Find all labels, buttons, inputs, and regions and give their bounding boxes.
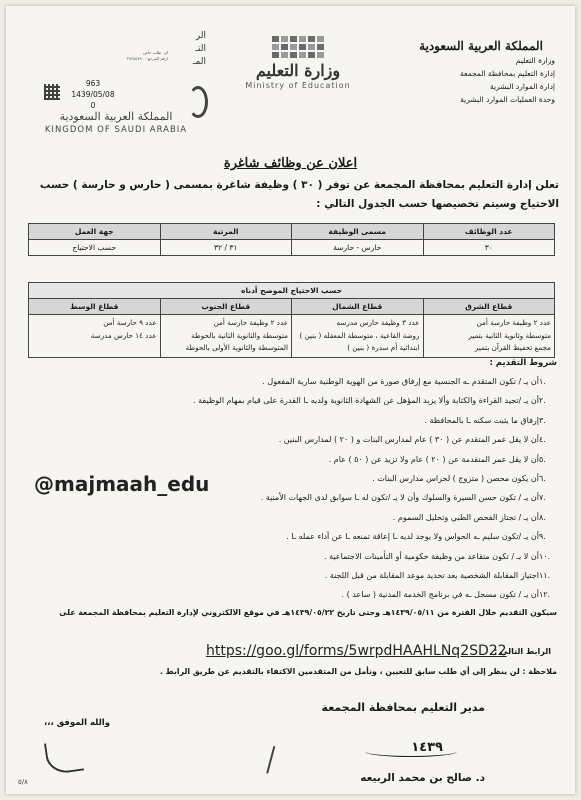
admin-name: إدارة التعليم بمحافظة المجمعة <box>459 69 555 78</box>
table-cell: حارس - حارسة <box>292 240 424 256</box>
condition-number: .٦ <box>539 474 546 484</box>
condition-number: .١١ <box>539 571 551 581</box>
jobs-table <box>28 223 555 256</box>
header-right-block <box>401 38 561 106</box>
signatory-title: مدير التعليم بمحافظة المجمعة <box>321 701 485 714</box>
note-text: ملاحظة : لن ينظر إلى أي طلب سابق للتعيين ، ونأمل من المتقدمين الاكتفاء بالتقديم عن طريق الرابط . <box>159 667 557 676</box>
condition-text: أن لا يقل عمر المتقدمة عن ( ٢٠ ) عام ولا تزيد عن ( ٥٠ ) عام . <box>328 454 539 464</box>
condition-text: أن يـ / تكون مسجل ـه في برنامج الخدمة المدنية ( ساعد ) . <box>341 590 539 600</box>
condition-item <box>37 450 557 469</box>
table-caption: حسب الاحتياج الموضح أدناه <box>29 283 555 299</box>
signature-stroke <box>365 746 457 757</box>
logo-text-en: Ministry of Education <box>245 81 351 90</box>
cell-line: عدد ٩ حارسة أمن <box>103 318 157 327</box>
sector-center-cell <box>29 315 161 358</box>
condition-text: إرفاق ما يثبت سكنه ـا بالمحافظة . <box>424 415 539 425</box>
social-handle: @majmaah_edu <box>34 472 210 496</box>
condition-item <box>37 527 557 546</box>
cell-line: عدد ٢ وظيفة حارسة أمن <box>213 318 288 327</box>
sector-south-cell <box>160 315 292 358</box>
table-header-cell: مسمى الوظيفة <box>292 224 424 240</box>
reference-date: 1439/05/08 <box>71 90 115 99</box>
link-label: الرابط التالي : <box>494 647 551 656</box>
cell-line: مجمع تحفيظ القرآن بتمير <box>474 343 551 352</box>
closing-text: والله الموفق ،،، <box>44 718 110 728</box>
ministry-logo <box>238 36 358 112</box>
ministry-name: وزارة التعليم <box>515 56 555 65</box>
handwritten-mark <box>253 742 276 773</box>
condition-item <box>37 411 557 430</box>
cell-line: المتوسطة والثانوية الأولى بالحوطة <box>185 343 288 352</box>
condition-item <box>37 391 557 410</box>
sector-center-header: قطاع الوسط <box>29 299 161 315</box>
cell-line: عدد ٣ وظيفة حارس مدرسه <box>336 318 420 327</box>
sector-north-cell <box>292 315 424 358</box>
table-cell: ٣٠ <box>423 240 555 256</box>
condition-number: .٢ <box>539 396 546 406</box>
cell-line: روضة القاعية ، متوسطة المعقله ( بنين ) <box>299 330 420 340</box>
condition-item <box>37 566 557 585</box>
attachments-count: 0 <box>90 101 96 110</box>
table-header-cell: جهة العمل <box>29 224 161 240</box>
table-row <box>29 315 555 358</box>
condition-number: .٧ <box>539 493 546 503</box>
page-title: اعلان عن وظائف شاغرة <box>223 156 358 171</box>
sector-north-header: قطاع الشمال <box>292 299 424 315</box>
condition-item <box>37 372 557 391</box>
condition-number: .١٠ <box>539 551 551 561</box>
sector-south-header: قطاع الجنوب <box>160 299 292 315</box>
intro-paragraph: تعلن إدارة التعليم بمحافظة المجمعة عن توفر ( ٣٠ ) وظيفة شاغرة بمسمى ( حارس و حارسة ) حسب الاحتياج وسيتم تخصيصها حسب الجدول التالي : <box>39 179 559 210</box>
document-page <box>6 6 575 794</box>
cell-line: عدد ١٤ حارس مدرسة <box>90 330 157 340</box>
condition-item <box>37 585 557 604</box>
table-cell: ٣١ / ٣٢ <box>160 240 292 256</box>
condition-number: .١ <box>539 377 546 386</box>
qr-code-icon <box>44 84 60 100</box>
condition-item <box>37 547 557 566</box>
condition-number: .٩ <box>539 532 546 542</box>
kingdom-banner-ar: المملكة العربية السعودية <box>59 110 173 123</box>
condition-number: .١٢ <box>539 590 551 600</box>
reference-block <box>68 78 118 111</box>
table-cell: حسب الاحتياج <box>29 240 161 256</box>
table-header-row <box>29 299 555 315</box>
condition-text: أن يـ / تجتاز الفحص الطبي وتحليل السموم . <box>392 512 539 522</box>
table-caption-row <box>29 283 555 299</box>
needs-table <box>28 282 555 358</box>
condition-text: أن يـ /تجيد القراءة والكتابة وألا يزيد المؤهل عن الشهادة الثانوية ولديه ـا القدرة على قيام بمهام الوظيفة . <box>193 396 539 406</box>
table-row <box>29 240 555 256</box>
condition-item <box>37 430 557 449</box>
application-link[interactable]: https://goo.gl/forms/5wrpdHAAHLNq2SD22 <box>206 643 507 659</box>
condition-text: أن يـ / تكون حسن السيرة والسلوك وأن لا يـ /تكون له ـا سوابق لدى الجهات الأمنية . <box>260 493 539 503</box>
condition-text: أن لا يـ / تكون متقاعد من وظيفة حكومية أو التأمينات الاجتماعية . <box>324 551 539 561</box>
sector-east-header: قطاع الشرق <box>423 299 555 315</box>
table-header-cell: عدد الوظائف <box>423 224 555 240</box>
signatory-name: د. صالح بن محمد الربيعه <box>360 772 485 784</box>
hr-unit: وحدة العمليات الموارد البشرية <box>460 95 555 104</box>
condition-text: أن يـ /تكون سليم ـه الحواس ولا يوجد لديه ـا إعاقة تمنعه ـا عن أداء عمله ـا . <box>286 532 539 542</box>
table-header-cell: المرتبة <box>160 224 292 240</box>
cell-line: ابتدائية أم سدرة ( بنين ) <box>347 343 420 352</box>
handwritten-small-date: ٥/٨ <box>18 778 28 786</box>
reference-number: 963 <box>85 79 101 88</box>
handwritten-date: ١٤٣٩ <box>411 740 443 755</box>
condition-text: أن يكون محصن ( متزوج ) لحراس مدارس البنات . <box>372 474 539 484</box>
conditions-title: شروط التقديم : <box>489 358 557 368</box>
apply-period-text: سيكون التقديم خلال الفترة من ١٤٣٩/٠٥/١١هـ وحتى تاريخ ١٤٣٩/٠٥/٢٢هـ في موقع الالكتروني لإدارة التعليم بمحافظة المجمعة على <box>59 608 557 617</box>
logo-text-ar: وزارة التعليم <box>255 61 341 80</box>
kingdom-name-ar: المملكة العربية السعودية <box>419 39 543 53</box>
logo-dots-icon <box>272 36 324 58</box>
condition-number: .٣ <box>539 415 546 425</box>
condition-number: .٨ <box>539 512 546 522</box>
condition-number: .٤ <box>539 435 546 445</box>
header-small-print: ای. طلب خاص ارقم المرجع : ٣٩٢٥٥٧٩٠ <box>126 50 168 61</box>
kingdom-banner-en: KINGDOM OF SAUDI ARABIA <box>44 125 188 135</box>
handwritten-initials <box>44 739 84 776</box>
header-cut-labels: الر التـ المـ <box>192 31 206 67</box>
hr-department: إدارة الموارد البشرية <box>489 82 555 91</box>
condition-text: اجتياز المقابلة الشخصية بعد تحديد موعد المقابلة من قبل اللجنة . <box>324 571 539 581</box>
condition-number: .٥ <box>539 454 546 464</box>
cell-line: متوسطة وثانوية الثانية بتمير <box>468 330 551 340</box>
cell-line: متوسطة والثانوية الثانية بالحوطة <box>191 330 288 340</box>
condition-text: أن يـ / تكون المتقدم ـه الجنسية مع إرفاق صورة من الهوية الوطنية سارية المفعول . <box>262 377 539 386</box>
condition-item <box>37 508 557 527</box>
sector-east-cell <box>423 315 555 358</box>
table-header-row <box>29 224 555 240</box>
cell-line: عدد ٢ وظيفة حارسة أمن <box>476 318 551 327</box>
condition-text: أن لا يقل عمر المتقدم عن ( ٣٠ ) عام لمدارس البنات و ( ٢٠ ) لمدارس البنين . <box>278 435 539 445</box>
